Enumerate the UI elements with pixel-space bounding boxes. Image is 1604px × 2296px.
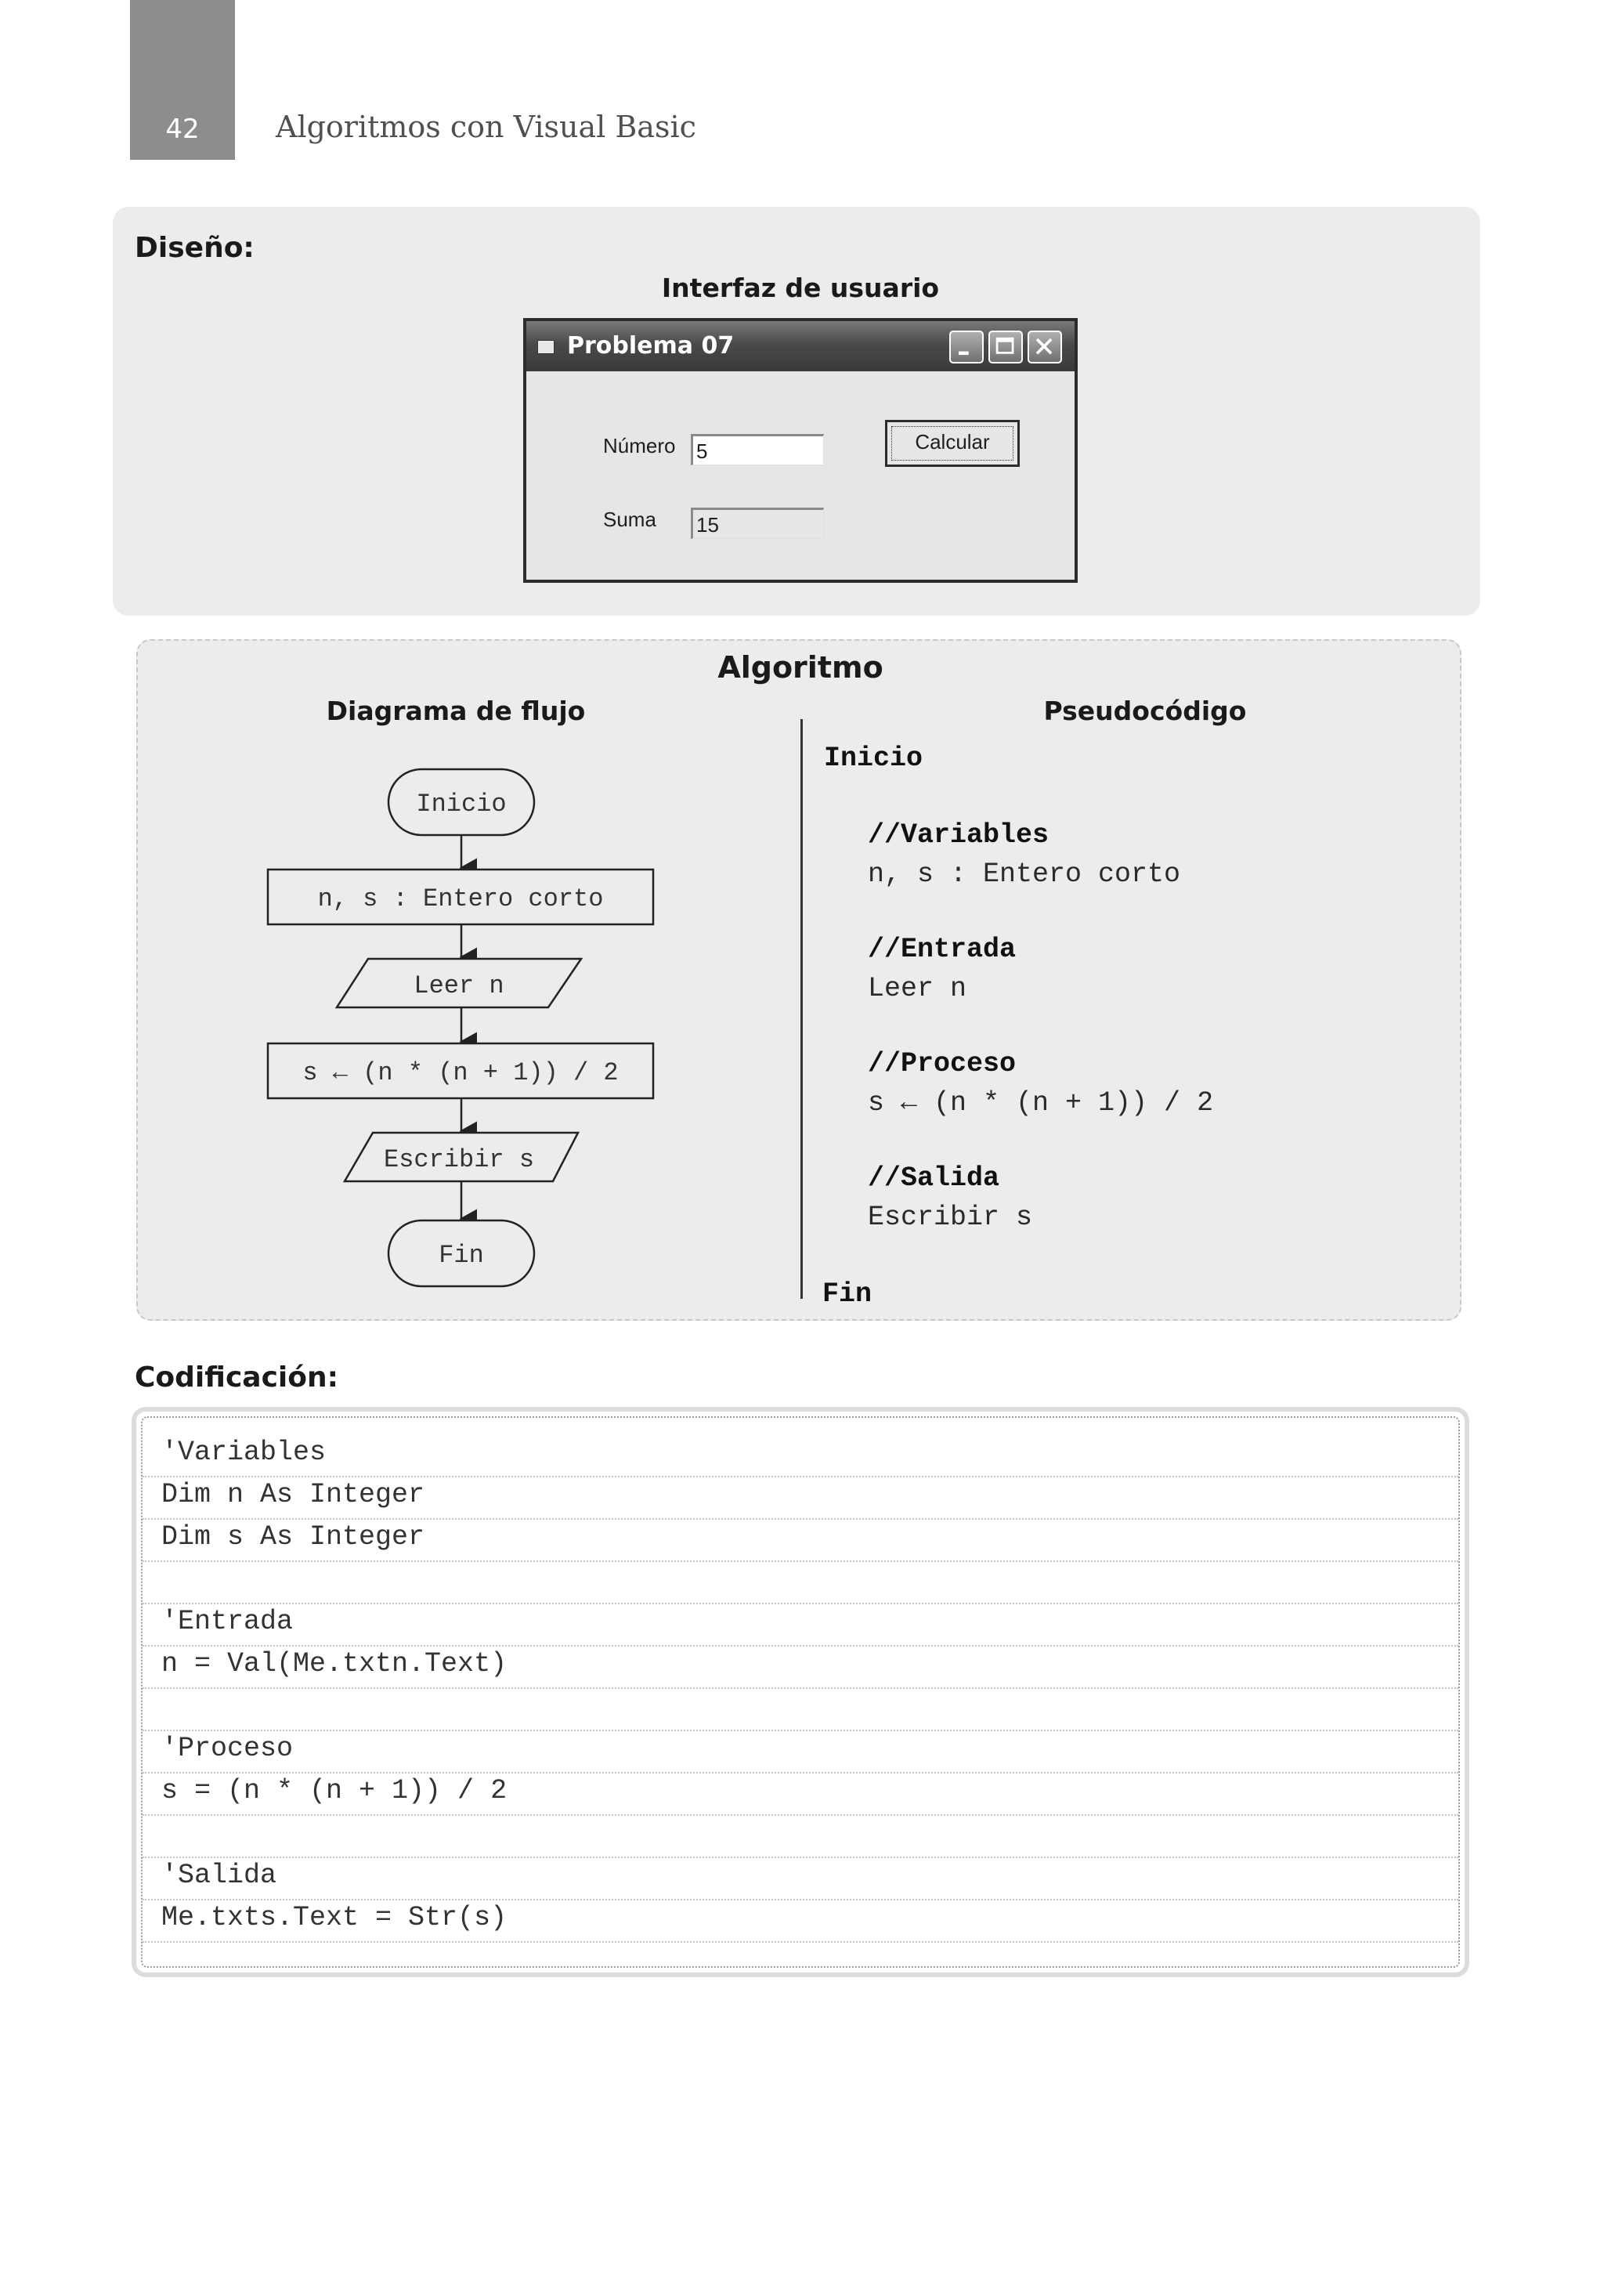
- pseudo-line: //Salida: [868, 1162, 1000, 1194]
- numero-input[interactable]: 5: [691, 434, 824, 465]
- pseudo-line: Escribir s: [868, 1202, 1033, 1233]
- maximize-icon: [990, 332, 1021, 362]
- pseudo-line: s ← (n * (n + 1)) / 2: [868, 1087, 1214, 1119]
- close-button[interactable]: [1028, 331, 1062, 363]
- code-text: s = (n * (n + 1)) / 2: [161, 1775, 508, 1806]
- calcular-label: Calcular: [891, 426, 1013, 461]
- flowchart: [235, 752, 674, 1300]
- code-line: [143, 1560, 1458, 1604]
- flow-end-text: Fin: [439, 1241, 484, 1270]
- suma-label: Suma: [603, 508, 656, 531]
- code-box: [132, 1407, 1469, 1977]
- window-title: Problema 07: [567, 332, 735, 360]
- pseudo-line: //Variables: [868, 819, 1049, 851]
- pseudo-line: Leer n: [868, 973, 967, 1004]
- pseudo-title: Pseudocódigo: [1043, 696, 1247, 726]
- pseudo-line: //Proceso: [868, 1048, 1017, 1079]
- code-line: [143, 1730, 1458, 1774]
- page-number: 42: [165, 114, 200, 145]
- code-line: [143, 1518, 1458, 1562]
- flow-process-text: s ← (n * (n + 1)) / 2: [302, 1058, 619, 1087]
- pseudo-line: Fin: [822, 1278, 872, 1310]
- coding-label: Codificación:: [135, 1361, 339, 1394]
- running-title: Algoritmos con Visual Basic: [276, 110, 696, 144]
- flow-output-text: Escribir s: [383, 1145, 535, 1174]
- maximize-button[interactable]: [988, 331, 1023, 363]
- window-titlebar: [526, 321, 1075, 371]
- code-text: Me.txts.Text = Str(s): [161, 1902, 508, 1933]
- code-text: Dim n As Integer: [161, 1479, 425, 1510]
- code-line: [143, 1603, 1458, 1647]
- algorithm-title: Algoritmo: [717, 650, 883, 685]
- minimize-button[interactable]: [949, 331, 984, 363]
- flow-title: Diagrama de flujo: [326, 696, 586, 726]
- code-line: [143, 1899, 1458, 1943]
- code-text: 'Proceso: [161, 1733, 294, 1764]
- flow-end-node: [388, 1220, 534, 1286]
- pseudo-line: n, s : Entero corto: [868, 859, 1181, 890]
- app-icon: [537, 340, 555, 354]
- flow-declare-text: n, s : Entero corto: [317, 884, 604, 913]
- code-text: n = Val(Me.txtn.Text): [161, 1648, 508, 1680]
- numero-label: Número: [603, 434, 676, 457]
- flow-declare-node: [268, 870, 653, 924]
- code-listing: [141, 1416, 1460, 1968]
- ui-title: Interfaz de usuario: [661, 273, 940, 303]
- code-text: 'Variables: [161, 1437, 327, 1468]
- code-line: [143, 1476, 1458, 1520]
- minimize-icon: [951, 332, 982, 362]
- close-icon: [1029, 332, 1060, 362]
- flow-process-node: [268, 1043, 653, 1098]
- code-line: [143, 1814, 1458, 1858]
- pseudo-line: Inicio: [824, 743, 923, 774]
- code-text: Dim s As Integer: [161, 1521, 425, 1553]
- flow-start-text: Inicio: [416, 790, 507, 819]
- code-text: 'Salida: [161, 1860, 277, 1891]
- code-line: [143, 1434, 1458, 1477]
- suma-output[interactable]: 15: [691, 508, 824, 539]
- app-window: [523, 318, 1078, 583]
- flow-start-node: [388, 769, 534, 835]
- code-line: [143, 1645, 1458, 1689]
- flow-input-node: [337, 959, 581, 1007]
- pseudo-line: //Entrada: [868, 934, 1017, 965]
- flow-input-text: Leer n: [414, 971, 504, 1000]
- calcular-button[interactable]: [885, 420, 1020, 467]
- code-line: [143, 1857, 1458, 1900]
- flow-output-node: [345, 1133, 578, 1181]
- design-label: Diseño:: [135, 232, 255, 264]
- column-divider: [800, 719, 803, 1299]
- code-line: [143, 1772, 1458, 1816]
- code-text: 'Entrada: [161, 1606, 294, 1637]
- code-line: [143, 1687, 1458, 1731]
